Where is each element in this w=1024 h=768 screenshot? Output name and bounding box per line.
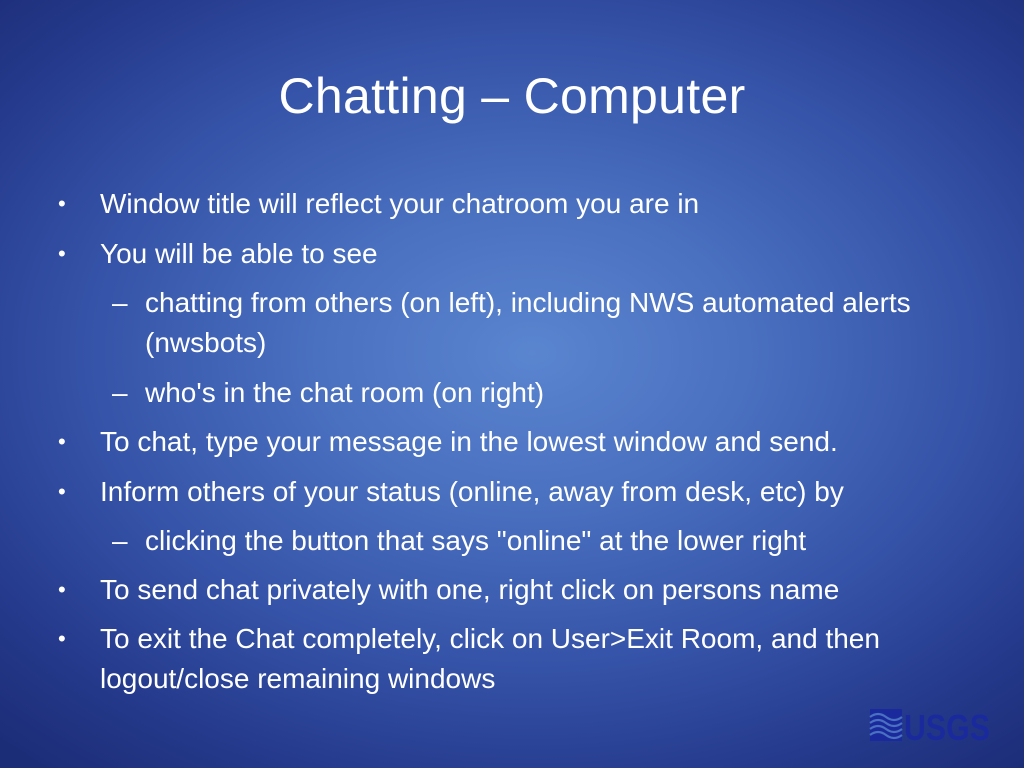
bullet-dot-icon: • xyxy=(58,191,66,216)
bullet-text: Window title will reflect your chatroom you are in xyxy=(100,188,700,219)
usgs-logo xyxy=(868,706,992,748)
dash-icon: – xyxy=(112,377,128,408)
bullet-dot-icon: • xyxy=(58,479,66,504)
sub-bullet-text: who's in the chat room (on right) xyxy=(145,377,545,408)
bullet-text: You will be able to see xyxy=(100,238,378,269)
bullet-dot-icon: • xyxy=(58,241,66,266)
bullet-text: To chat, type your message in the lowest window and send. xyxy=(100,426,838,457)
usgs-wave-icon xyxy=(870,709,902,741)
bullet-dot-icon: • xyxy=(58,429,66,454)
bullet-dot-icon: • xyxy=(58,577,66,602)
slide-title: Chatting – Computer xyxy=(278,68,746,124)
sub-bullet-text: clicking the button that says "online" at the lower right xyxy=(145,525,807,556)
bullet-dot-icon: • xyxy=(58,626,66,651)
dash-icon: – xyxy=(112,525,128,556)
svg-text:USGS: USGS xyxy=(904,707,990,748)
bullet-text: Inform others of your status (online, away from desk, etc) by xyxy=(100,476,844,507)
bullet-text: To exit the Chat completely, click on User>Exit Room, and then logout/close remaining windows xyxy=(100,623,880,694)
dash-icon: – xyxy=(112,287,128,318)
sub-bullet-text: chatting from others (on left), including NWS automated alerts (nwsbots) xyxy=(145,287,911,358)
bullet-text: To send chat privately with one, right click on persons name xyxy=(100,574,840,605)
